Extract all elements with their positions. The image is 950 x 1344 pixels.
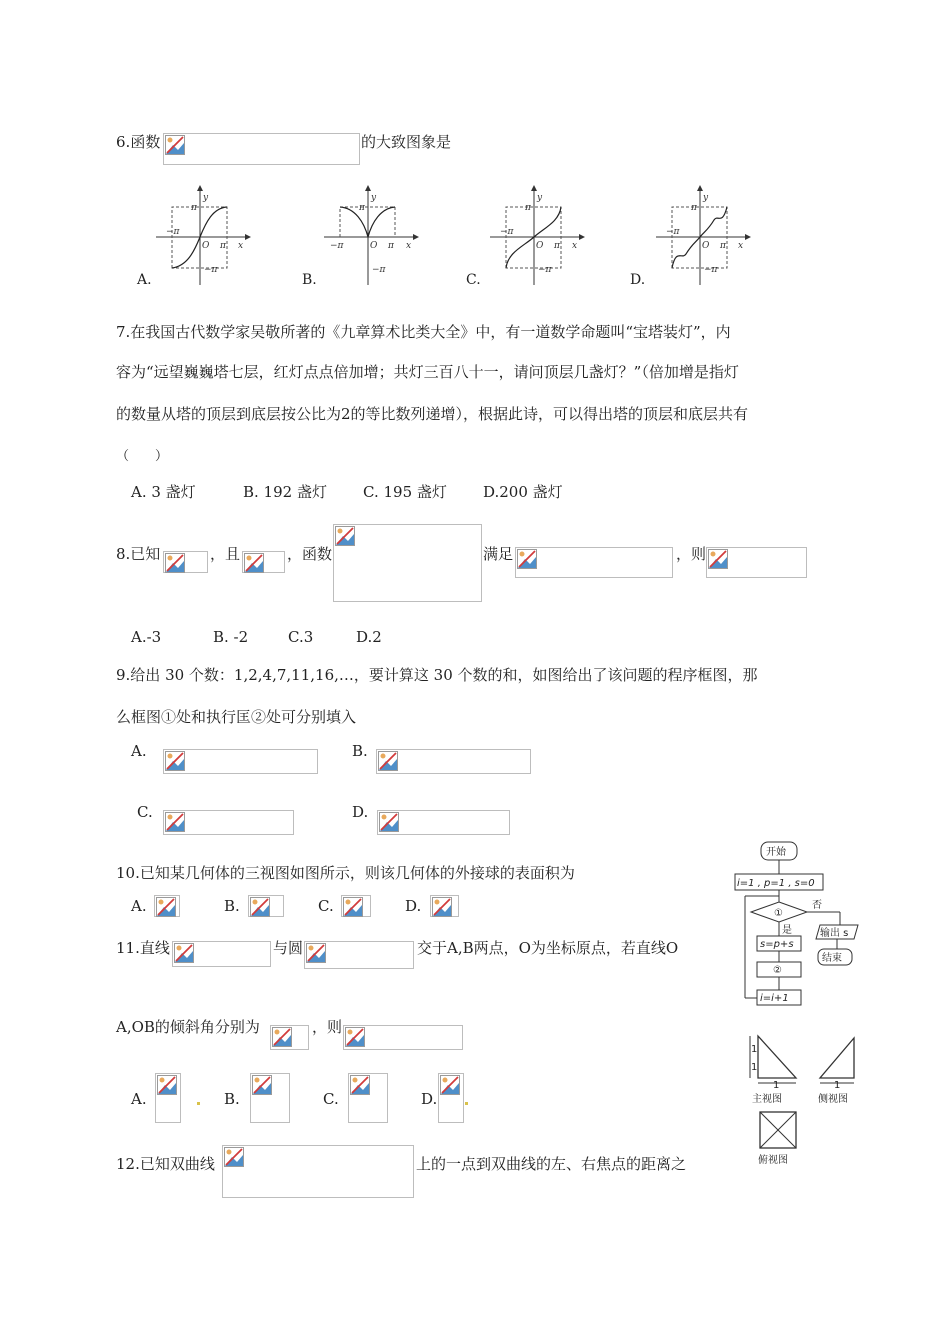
q10-option-d-image: [430, 895, 459, 917]
broken-image-icon: [157, 1075, 177, 1095]
q8-formula-image-5: [706, 547, 807, 578]
q10-option-a-image: [154, 895, 180, 917]
q11-option-c-image: [348, 1073, 388, 1123]
axis-y-label: y: [537, 193, 543, 203]
q9-option-c-label: C.: [137, 803, 153, 821]
broken-image-icon: [306, 943, 326, 963]
three-view-diagram: [740, 1032, 870, 1172]
broken-image-icon: [345, 1027, 365, 1047]
broken-image-icon: [378, 751, 398, 771]
q6-formula-image: [163, 133, 360, 165]
broken-image-icon: [224, 1147, 244, 1167]
broken-image-icon: [272, 1027, 292, 1047]
front-dim-3: 1: [773, 1080, 780, 1091]
q11-option-b-image: [250, 1073, 290, 1123]
axis-negpi-label: −π: [166, 227, 180, 237]
axis-pi-label: π: [691, 203, 697, 213]
q11-line-image: [172, 941, 271, 967]
side-view: [818, 1038, 854, 1105]
q7-option-a: A. 3 盏灯: [131, 483, 196, 501]
axis-pi-x-label: π: [220, 241, 226, 251]
axis-pi-label: π: [191, 203, 197, 213]
q11-pre-text: 11.直线: [116, 939, 170, 957]
broken-image-icon: [156, 897, 176, 917]
graph-label-c: C.: [466, 272, 481, 288]
q10-option-c-image: [341, 895, 371, 917]
decor-dot: [197, 1102, 200, 1105]
q7-line-1: 7.在我国古代数学家吴敬所著的《九章算术比类大全》中，有一道数学命题叫“宝塔装灯”，内: [116, 323, 731, 341]
axis-negpi-y-label: −π: [538, 265, 552, 275]
decor-dot: [465, 1102, 468, 1105]
flowchart-step1-text: s=p+s: [760, 939, 794, 950]
axis-negpi-y-label: −π: [204, 265, 218, 275]
q8-text-then: ，则: [676, 545, 707, 563]
axis-x-label: x: [738, 241, 744, 251]
q7-option-d: D.200 盏灯: [483, 483, 563, 501]
front-dim-1: 1: [751, 1044, 758, 1055]
q11-result-image: [343, 1025, 463, 1050]
q7-line-3: 的数量从塔的顶层到底层按公比为2的等比数列递增），根据此诗，可以得出塔的顶层和底层共有: [116, 405, 749, 423]
broken-image-icon: [244, 553, 264, 573]
q8-formula-image-4: [515, 547, 673, 578]
q11-option-a-label: A.: [131, 1090, 147, 1108]
q11-option-d-image: [438, 1073, 464, 1123]
q11-angle-image: [270, 1025, 309, 1050]
axis-origin-label: O: [370, 241, 378, 251]
q12-hyperbola-image: [222, 1145, 414, 1198]
q6-pre-text: 函数: [130, 133, 161, 151]
q9-option-a-label: A.: [131, 742, 147, 760]
q7-option-b: B. 192 盏灯: [243, 483, 327, 501]
q10-option-c-label: C.: [318, 897, 334, 915]
flowchart-diagram: [730, 840, 870, 1015]
broken-image-icon: [432, 897, 452, 917]
q8-text-function: ，函数: [287, 545, 333, 563]
q9-option-b-label: B.: [352, 742, 368, 760]
front-view: [750, 1036, 796, 1105]
broken-image-icon: [252, 1075, 272, 1095]
front-view-label: 主视图: [752, 1094, 782, 1105]
broken-image-icon: [174, 943, 194, 963]
q10-option-a-label: A.: [131, 897, 147, 915]
axis-y-label: y: [703, 193, 709, 203]
front-dim-2: 1: [751, 1062, 758, 1073]
q6-stem: [116, 131, 160, 152]
axis-negpi-label: −π: [330, 241, 344, 251]
q11-text-intersect: 交于A,B两点，O为坐标原点，若直线O: [417, 939, 679, 957]
flowchart-yes-label: 是: [782, 925, 792, 936]
q8-option-c: C.3: [288, 628, 314, 646]
q8-text-and: ，且: [210, 545, 241, 563]
broken-image-icon: [165, 812, 185, 832]
broken-image-icon: [343, 897, 363, 917]
q6-post-text: 的大致图象是: [361, 133, 452, 151]
q7-option-c: C. 195 盏灯: [363, 483, 447, 501]
axis-y-label: y: [371, 193, 377, 203]
broken-image-icon: [379, 812, 399, 832]
broken-image-icon: [708, 549, 728, 569]
broken-image-icon: [517, 549, 537, 569]
broken-image-icon: [165, 553, 185, 573]
axis-x-label: x: [238, 241, 244, 251]
axis-origin-label: O: [536, 241, 544, 251]
q7-answer-paren: （ ）: [116, 449, 169, 464]
axis-pi-x-label: π: [388, 241, 394, 251]
q11-text-circle: 与圆: [273, 939, 304, 957]
q9-option-c-image: [163, 810, 294, 835]
q7-line-2: 容为“远望巍巍塔七层，红灯点点倍加增；共灯三百八十一，请问顶层几盏灯？”（倍加增是指灯: [116, 363, 739, 381]
axis-origin-label: O: [702, 241, 710, 251]
axis-negpi-label: −π: [500, 227, 514, 237]
flowchart-output-text: 输出 s: [820, 928, 849, 939]
q8-option-d: D.2: [356, 628, 382, 646]
axis-origin-label: O: [202, 241, 210, 251]
broken-image-icon: [335, 526, 355, 546]
q11-circle-image: [304, 941, 414, 969]
top-view: [758, 1112, 796, 1166]
q6-number: 6.: [116, 133, 131, 151]
q6-graph-a: [152, 182, 252, 287]
broken-image-icon: [350, 1075, 370, 1095]
broken-image-icon: [165, 751, 185, 771]
axis-pi-label: π: [525, 203, 531, 213]
broken-image-icon: [250, 897, 270, 917]
q10-option-d-label: D.: [405, 897, 422, 915]
flowchart-end-text: 结束: [822, 953, 842, 964]
flowchart-step3-text: i=i+1: [760, 993, 789, 1004]
q12-pre-text: 12.已知双曲线: [116, 1155, 215, 1173]
top-view-label: 俯视图: [758, 1155, 788, 1166]
q9-line-2: 么框图①处和执行匡②处可分别填入: [116, 708, 357, 726]
graph-label-a: A.: [137, 272, 152, 288]
q11-option-a-image: [155, 1073, 181, 1123]
q8-text-satisfies: 满足: [483, 545, 514, 563]
flowchart-start-text: 开始: [766, 847, 786, 858]
q11-option-c-label: C.: [323, 1090, 339, 1108]
flowchart-step2-text: ②: [773, 965, 782, 976]
q11-option-b-label: B.: [224, 1090, 240, 1108]
q10-stem: 10.已知某几何体的三视图如图所示，则该几何体的外接球的表面积为: [116, 864, 575, 882]
q11-line2-text: A,OB的倾斜角分别为: [116, 1018, 260, 1036]
q6-graph-d: [652, 182, 752, 287]
axis-y-label: y: [203, 193, 209, 203]
axis-negpi-label: −π: [666, 227, 680, 237]
flowchart-condition-text: ①: [774, 908, 783, 919]
q12-post-text: 上的一点到双曲线的左、右焦点的距离之: [416, 1155, 687, 1173]
axis-pi-x-label: π: [720, 241, 726, 251]
side-dim: 1: [834, 1080, 841, 1091]
q6-graph-b: [320, 182, 420, 287]
axis-pi-label: π: [359, 203, 365, 213]
q8-option-b: B. -2: [213, 628, 249, 646]
q9-option-d-image: [377, 810, 510, 835]
axis-negpi-y-label: −π: [372, 265, 386, 275]
axis-negpi-y-label: −π: [704, 265, 718, 275]
q10-option-b-label: B.: [224, 897, 240, 915]
broken-image-icon: [440, 1075, 460, 1095]
q8-formula-image-2: [242, 551, 285, 573]
q11-option-d-label: D.: [421, 1090, 438, 1108]
graph-label-b: B.: [302, 272, 317, 288]
q8-option-a: A.-3: [131, 628, 162, 646]
axis-pi-x-label: π: [554, 241, 560, 251]
q8-formula-image-1: [163, 551, 208, 573]
q8-pre-text: 8.已知: [116, 545, 161, 563]
graph-label-d: D.: [630, 272, 646, 288]
q9-option-a-image: [163, 749, 318, 774]
q9-option-d-label: D.: [352, 803, 369, 821]
q10-option-b-image: [248, 895, 284, 917]
q11-text-then: ，则: [312, 1018, 343, 1036]
side-view-label: 侧视图: [818, 1094, 848, 1105]
q9-line-1: 9.给出 30 个数：1,2,4,7,11,16,…，要计算这 30 个数的和，如图给出了该问题的程序框图，那: [116, 666, 758, 684]
flowchart-init-text: i=1 , p=1 , s=0: [737, 878, 815, 889]
axis-x-label: x: [406, 241, 412, 251]
q9-option-b-image: [376, 749, 531, 774]
q8-formula-image-3: [333, 524, 482, 602]
axis-x-label: x: [572, 241, 578, 251]
broken-image-icon: [165, 135, 185, 155]
q6-graph-c: [486, 182, 586, 287]
flowchart-no-label: 否: [812, 900, 822, 911]
